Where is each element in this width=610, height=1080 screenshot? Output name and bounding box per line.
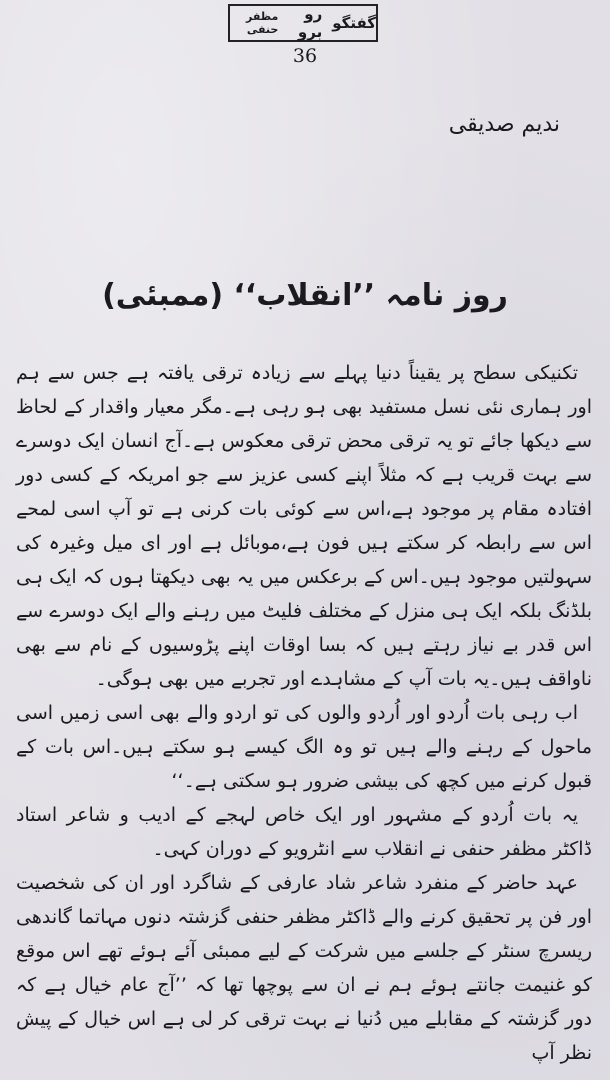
author-name: ندیم صدیقی <box>448 112 560 137</box>
paragraph: یہ بات اُردو کے مشہور اور ایک خاص لہجے کے ادیب و شاعر استاد ڈاکٹر مظفر حنفی نے انقلاب سے انٹرویو کے دوران کہی۔ <box>16 804 592 860</box>
header-tag-middle: رو برو <box>297 5 323 41</box>
series-header <box>228 4 378 42</box>
article-body <box>16 356 592 1070</box>
header-tag-left: مظفر حنفی <box>246 10 279 36</box>
paragraph: عہد حاضر کے منفرد شاعر شاد عارفی کے شاگرد اور ان کی شخصیت اور فن پر تحقیق کرنے والے ڈاکٹر مظفر حنفی گزشتہ دنوں مہاتما گاندھی ریسرچ سنٹر کے جلسے میں شرکت کے لیے ممبئی آئے ہوئے تھے اس موقع کو غنیمت جانتے ہوئے ہم نے ان سے پوچھا تھا کہ ’’آج عام خیال ہے کہ دور گزشتہ کے مقابلے میں دُنیا نے بہت ترقی کر لی ہے اس خیال کے پیش نظر آپ <box>16 872 592 1064</box>
page-number: 36 <box>292 45 318 67</box>
article-title: روز نامہ ’’انقلاب‘‘ (ممبئی) <box>102 278 508 313</box>
header-tag-right: گفتگو <box>332 14 376 32</box>
paragraph: تکنیکی سطح پر یقیناً دنیا پہلے سے زیادہ ترقی یافتہ ہے جس سے ہم اور ہماری نئی نسل مستفید بھی ہو رہی ہے۔مگر معیار واقدار کے لحاظ سے دیکھا جائے تو یہ ترقی محض ترقی معکوس ہے۔آج انسان ایک دوسرے سے بہت قریب ہے کہ مثلاً اپنے کسی عزیز سے جو امریکہ کے کسی دور افتادہ مقام پر موجود ہے،اس سے کوئی بات کرنی ہے تو آپ اسی لمحے اس سے رابطہ کر سکتے ہیں فون ہے،موبائل ہے اور ای میل وغیرہ کی سہولتیں موجود ہیں۔اس کے برعکس میں یہ بھی دیکھتا ہوں کہ ایک ہی بلڈنگ بلکہ ایک ہی منزل کے مختلف فلیٹ میں رہنے والے ایک دوسرے سے اس قدر بے نیاز رہتے ہیں کہ بسا اوقات اپنے پڑوسیوں کے نام سے بھی ناواقف ہیں۔یہ بات آپ کے مشاہدے اور تجربے میں بھی ہوگی۔ <box>16 362 592 690</box>
paragraph: اب رہی بات اُردو اور اُردو والوں کی تو اردو والے بھی اسی زمیں اسی ماحول کے رہنے والے ہیں تو وہ الگ کیسے ہو سکتے ہیں۔اس بات کے قبول کرنے میں کچھ کی بیشی ضرور ہو سکتی ہے۔‘‘ <box>16 702 592 792</box>
